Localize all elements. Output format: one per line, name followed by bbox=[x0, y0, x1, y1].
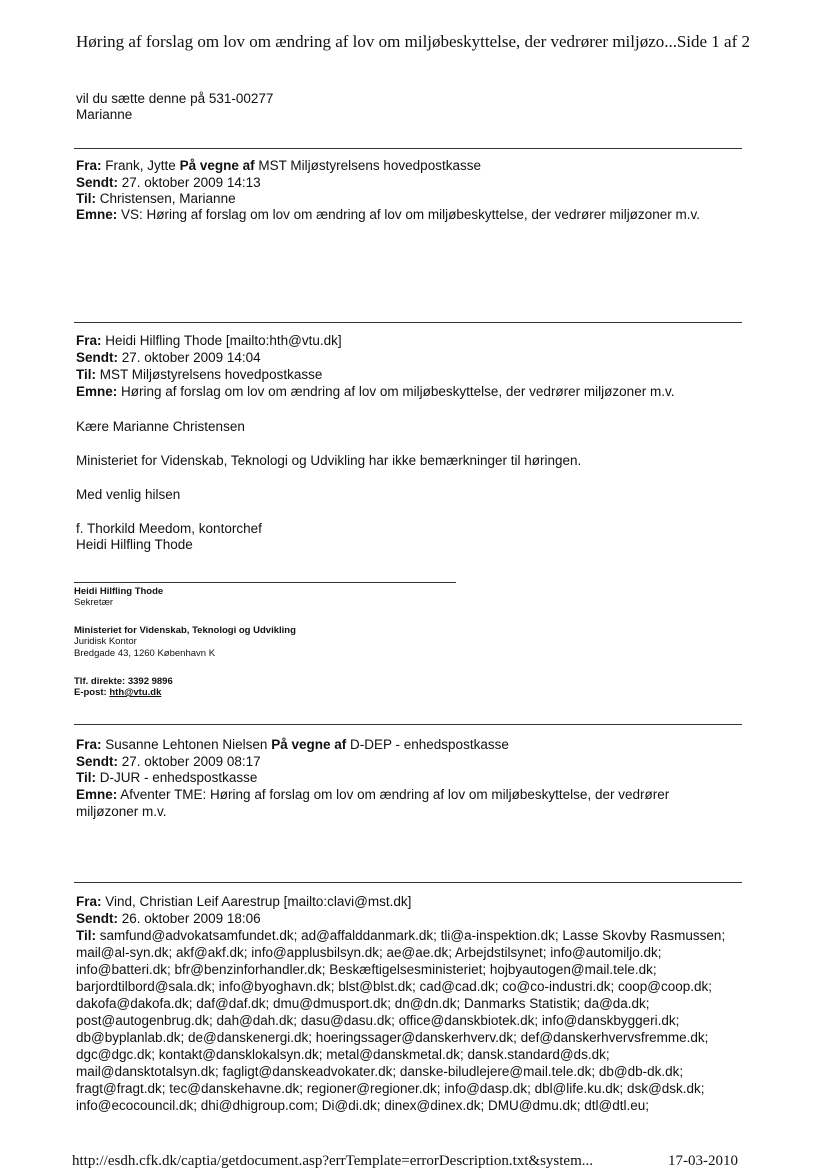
signature-dept: Juridisk Kontor bbox=[74, 636, 137, 647]
signature-rule bbox=[74, 582, 456, 583]
email4-to-cont: info@batteri.dk; bfr@benzinforhandler.dk; Beskæftigelsesministeriet; hojbyautogen@mail.tele.dk; bbox=[76, 962, 657, 977]
email4-to-cont: post@autogenbrug.dk; dah@dah.dk; dasu@dasu.dk; office@danskbiotek.dk; info@danskbyggeri.dk; bbox=[76, 1013, 680, 1028]
email3-sent: Sendt: 27. oktober 2009 08:17 bbox=[76, 754, 261, 769]
email4-to-cont: dgc@dgc.dk; kontakt@dansklokalsyn.dk; metal@danskmetal.dk; dansk.standard@ds.dk; bbox=[76, 1047, 610, 1062]
page-header-title: Høring af forslag om lov om ændring af lov om miljøbeskyttelse, der vedrører miljøzo... bbox=[76, 32, 678, 51]
email4-to-cont: db@byplanlab.dk; de@danskenergi.dk; hoeringssager@danskerhverv.dk; def@danskerhvervsfremme.dk; bbox=[76, 1030, 709, 1045]
email4-sent: Sendt: 26. oktober 2009 18:06 bbox=[76, 911, 261, 926]
email2-from: Fra: Heidi Hilfling Thode [mailto:hth@vtu.dk] bbox=[76, 333, 342, 348]
divider bbox=[74, 882, 742, 883]
divider bbox=[74, 148, 742, 149]
email1-to: Til: Christensen, Marianne bbox=[76, 191, 236, 206]
divider bbox=[74, 724, 742, 725]
email2-sent: Sendt: 27. oktober 2009 14:04 bbox=[76, 350, 261, 365]
footer-date: 17-03-2010 bbox=[668, 1153, 738, 1169]
email4-to-cont: mail@al-syn.dk; akf@akf.dk; info@applusbilsyn.dk; ae@ae.dk; Arbejdstilsynet; info@automiljo.dk; bbox=[76, 945, 662, 960]
email4-to-cont: dakofa@dakofa.dk; daf@daf.dk; dmu@dmusport.dk; dn@dn.dk; Danmarks Statistik; da@da.dk; bbox=[76, 996, 650, 1011]
email2-body: Ministeriet for Videnskab, Teknologi og Udvikling har ikke bemærkninger til høringen. bbox=[76, 453, 582, 468]
email4-to-cont: fragt@fragt.dk; tec@danskehavne.dk; regioner@regioner.dk; info@dasp.dk; dbl@life.ku.dk; dsk@dsk.dk; bbox=[76, 1081, 705, 1096]
signature-email-link[interactable]: hth@vtu.dk bbox=[109, 687, 162, 698]
intro-line: vil du sætte denne på 531-00277 bbox=[76, 91, 274, 106]
email1-subject: Emne: VS: Høring af forslag om lov om ændring af lov om miljøbeskyttelse, der vedrører miljøzoner m.v. bbox=[76, 207, 700, 222]
email2-closing: Med venlig hilsen bbox=[76, 487, 181, 502]
email4-to-cont: mail@dansktotalsyn.dk; fagligt@danskeadvokater.dk; danske-biludlejere@mail.tele.dk; db@db-dk.dk; bbox=[76, 1064, 684, 1079]
footer-url: http://esdh.cfk.dk/captia/getdocument.asp?errTemplate=errorDescription.txt&system... bbox=[72, 1153, 594, 1169]
email3-subject-cont: miljøzoner m.v. bbox=[76, 804, 167, 819]
signature-address: Bredgade 43, 1260 København K bbox=[74, 648, 216, 659]
intro-signature: Marianne bbox=[76, 107, 133, 122]
email1-sent: Sendt: 27. oktober 2009 14:13 bbox=[76, 175, 261, 190]
email4-to-cont: info@ecocouncil.dk; dhi@dhigroup.com; Di@di.dk; dinex@dinex.dk; DMU@dmu.dk; dtl@dtl.eu; bbox=[76, 1098, 649, 1113]
email4-to-cont: barjordtilbord@sala.dk; info@byoghavn.dk; blst@blst.dk; cad@cad.dk; co@co-industri.dk; coop@coop.dk; bbox=[76, 979, 713, 994]
email3-to: Til: D-JUR - enhedspostkasse bbox=[76, 770, 258, 785]
email2-to: Til: MST Miljøstyrelsens hovedpostkasse bbox=[76, 367, 323, 382]
email2-greeting: Kære Marianne Christensen bbox=[76, 419, 245, 434]
email4-to: Til: samfund@advokatsamfundet.dk; ad@affalddanmark.dk; tli@a-inspektion.dk; Lasse Skovby Rasmussen; bbox=[76, 928, 726, 943]
signature-phone: Tlf. direkte: 3392 9896 bbox=[74, 676, 173, 687]
email3-from: Fra: Susanne Lehtonen Nielsen På vegne af D-DEP - enhedspostkasse bbox=[76, 737, 509, 752]
email2-sign-line2: Heidi Hilfling Thode bbox=[76, 537, 193, 552]
email2-sign-line1: f. Thorkild Meedom, kontorchef bbox=[76, 521, 262, 536]
signature-name: Heidi Hilfling Thode bbox=[74, 586, 164, 597]
signature-title: Sekretær bbox=[74, 597, 114, 608]
email2-subject: Emne: Høring af forslag om lov om ændring af lov om miljøbeskyttelse, der vedrører miljøzoner m.v. bbox=[76, 384, 675, 399]
email1-from: Fra: Frank, Jytte På vegne af MST Miljøstyrelsens hovedpostkasse bbox=[76, 158, 481, 173]
signature-org: Ministeriet for Videnskab, Teknologi og Udvikling bbox=[74, 625, 296, 636]
email4-from: Fra: Vind, Christian Leif Aarestrup [mailto:clavi@mst.dk] bbox=[76, 894, 412, 909]
email3-subject: Emne: Afventer TME: Høring af forslag om lov om ændring af lov om miljøbeskyttelse, der vedrører bbox=[76, 787, 670, 802]
signature-email: E-post: hth@vtu.dk bbox=[74, 687, 162, 698]
divider bbox=[74, 322, 742, 323]
page-number: Side 1 af 2 bbox=[676, 32, 750, 51]
